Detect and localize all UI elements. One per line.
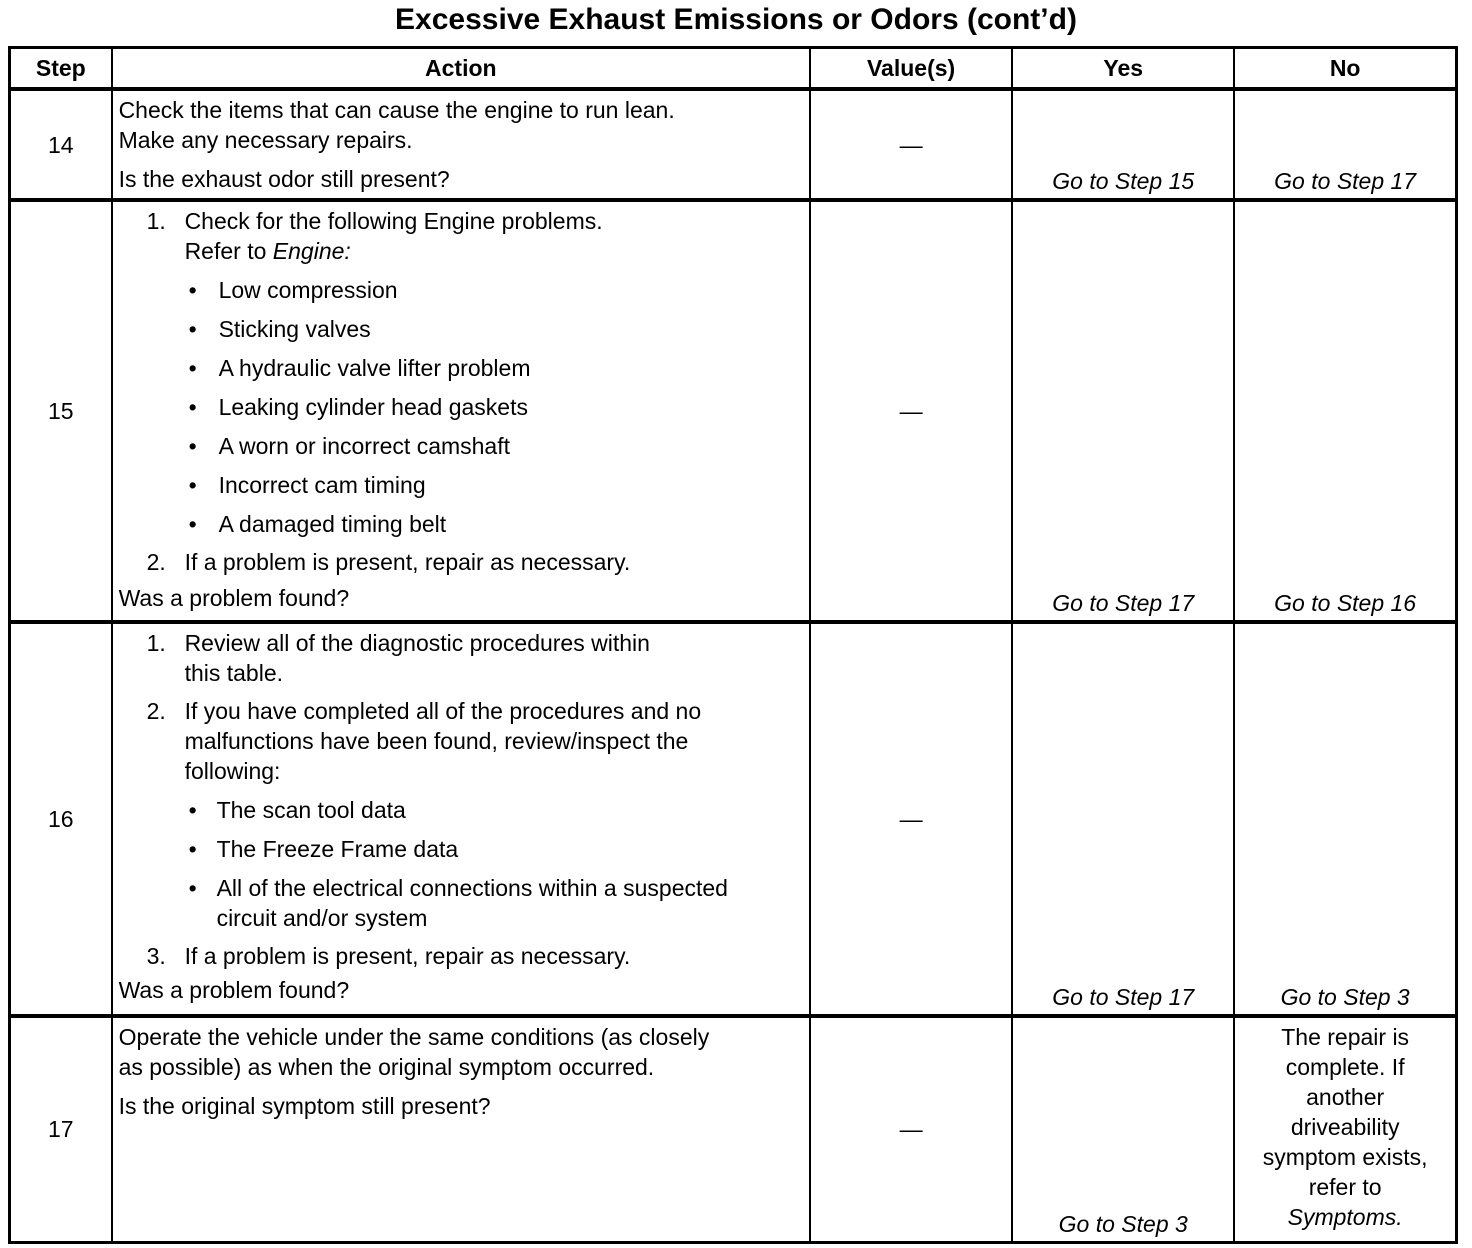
action-cell (112, 89, 810, 200)
bullet-icon: • (188, 836, 197, 862)
list-item (119, 392, 803, 422)
question-text: Is the original symptom still present? (118, 1093, 491, 1119)
table-row (10, 89, 1457, 200)
goto-link: Go to Step 16 (1274, 590, 1417, 616)
no-text: refer to (1308, 1174, 1382, 1200)
bullet-icon: • (188, 472, 197, 498)
header-row (10, 48, 1457, 90)
numbered-item (119, 547, 803, 577)
step-number: 14 (10, 89, 112, 200)
item-number: 2. (146, 549, 166, 575)
bullet-text: The Freeze Frame data (216, 836, 459, 862)
numbered-item (119, 696, 803, 786)
list-item (119, 795, 803, 825)
no-text: driveability (1290, 1114, 1400, 1140)
item-text: Refer to (184, 238, 273, 264)
numbered-item (119, 206, 803, 266)
item-number: 3. (146, 943, 166, 969)
page-title: Excessive Exhaust Emissions or Odors (cont’d) (395, 3, 1077, 36)
item-text: following: (184, 758, 281, 784)
item-number: 1. (146, 630, 166, 656)
item-text: Review all of the diagnostic procedures within (184, 630, 650, 656)
yes-cell (1012, 1016, 1234, 1242)
table-row (10, 622, 1457, 1016)
action-text (119, 1022, 803, 1082)
item-text: this table. (184, 660, 284, 686)
bullet-text: A damaged timing belt (218, 511, 447, 537)
bullet-icon: • (188, 394, 197, 420)
symptoms-reference: Symptoms. (1287, 1204, 1403, 1230)
value-cell: — (810, 89, 1012, 200)
action-line: Check the items that can cause the engine to run lean. (118, 97, 675, 123)
bullet-icon: • (188, 277, 197, 303)
goto-link: Go to Step 17 (1052, 984, 1195, 1010)
list-item (119, 470, 803, 500)
value-cell: — (810, 200, 1012, 622)
list-item (119, 353, 803, 383)
bullet-text: Incorrect cam timing (218, 472, 426, 498)
numbered-item (119, 628, 803, 688)
yes-cell (1012, 200, 1234, 622)
goto-link: Go to Step 15 (1052, 168, 1195, 194)
diagnostic-table (8, 46, 1458, 1244)
goto-link: Go to Step 17 (1274, 168, 1417, 194)
list-item (119, 873, 803, 933)
bullet-text: Sticking valves (218, 316, 371, 342)
no-cell (1234, 622, 1456, 1016)
header-no: No (1234, 48, 1456, 90)
item-text: malfunctions have been found, review/inspect the (184, 728, 689, 754)
engine-reference: Engine: (272, 238, 351, 264)
item-number: 1. (146, 208, 166, 234)
bullet-icon: • (188, 355, 197, 381)
header-action: Action (112, 48, 810, 90)
step-number: 17 (10, 1016, 112, 1242)
item-text: If a problem is present, repair as necessary. (184, 549, 631, 575)
value-cell: — (810, 1016, 1012, 1242)
step-number: 15 (10, 200, 112, 622)
bullet-text: circuit and/or system (216, 905, 428, 931)
yes-cell (1012, 622, 1234, 1016)
yes-cell (1012, 89, 1234, 200)
bullet-icon: • (188, 511, 197, 537)
action-text (119, 95, 803, 155)
list-item (119, 431, 803, 461)
goto-link: Go to Step 17 (1052, 590, 1195, 616)
header-values: Value(s) (810, 48, 1012, 90)
bullet-text: Low compression (218, 277, 398, 303)
item-text: Check for the following Engine problems. (184, 208, 603, 234)
item-number: 2. (146, 698, 166, 724)
action-cell (112, 200, 810, 622)
bullet-icon: • (188, 433, 197, 459)
action-line: as possible) as when the original symptom occurred. (118, 1054, 655, 1080)
no-cell (1234, 1016, 1456, 1242)
question-text: Is the exhaust odor still present? (118, 166, 450, 192)
list-item (119, 275, 803, 305)
action-line: Operate the vehicle under the same conditions (as closely (118, 1024, 710, 1050)
no-text: symptom exists, (1262, 1144, 1428, 1170)
no-text: another (1306, 1084, 1385, 1110)
table-row (10, 200, 1457, 622)
goto-link: Go to Step 3 (1058, 1210, 1188, 1237)
bullet-text: All of the electrical connections within a suspected (216, 875, 728, 901)
header-yes: Yes (1012, 48, 1234, 90)
item-text: If a problem is present, repair as necessary. (184, 943, 631, 969)
list-item (119, 314, 803, 344)
numbered-item (119, 941, 803, 971)
question-text: Was a problem found? (118, 585, 350, 611)
no-cell (1234, 89, 1456, 200)
no-cell (1234, 200, 1456, 622)
list-item (119, 509, 803, 539)
goto-link: Go to Step 3 (1280, 984, 1410, 1010)
bullet-icon: • (188, 316, 197, 342)
value-cell: — (810, 622, 1012, 1016)
no-text: The repair is (1281, 1024, 1410, 1050)
action-cell (112, 1016, 810, 1242)
header-step: Step (10, 48, 112, 90)
bullet-text: The scan tool data (216, 797, 406, 823)
bullet-icon: • (188, 875, 197, 901)
bullet-icon: • (188, 797, 197, 823)
bullet-text: A worn or incorrect camshaft (218, 433, 511, 459)
no-text: complete. If (1285, 1054, 1405, 1080)
action-cell (112, 622, 810, 1016)
list-item (119, 834, 803, 864)
step-number: 16 (10, 622, 112, 1016)
bullet-text: A hydraulic valve lifter problem (218, 355, 531, 381)
table-row (10, 1016, 1457, 1242)
action-line: Make any necessary repairs. (118, 127, 413, 153)
item-text: If you have completed all of the procedures and no (184, 698, 702, 724)
bullet-text: Leaking cylinder head gaskets (218, 394, 528, 420)
question-text: Was a problem found? (118, 977, 350, 1003)
